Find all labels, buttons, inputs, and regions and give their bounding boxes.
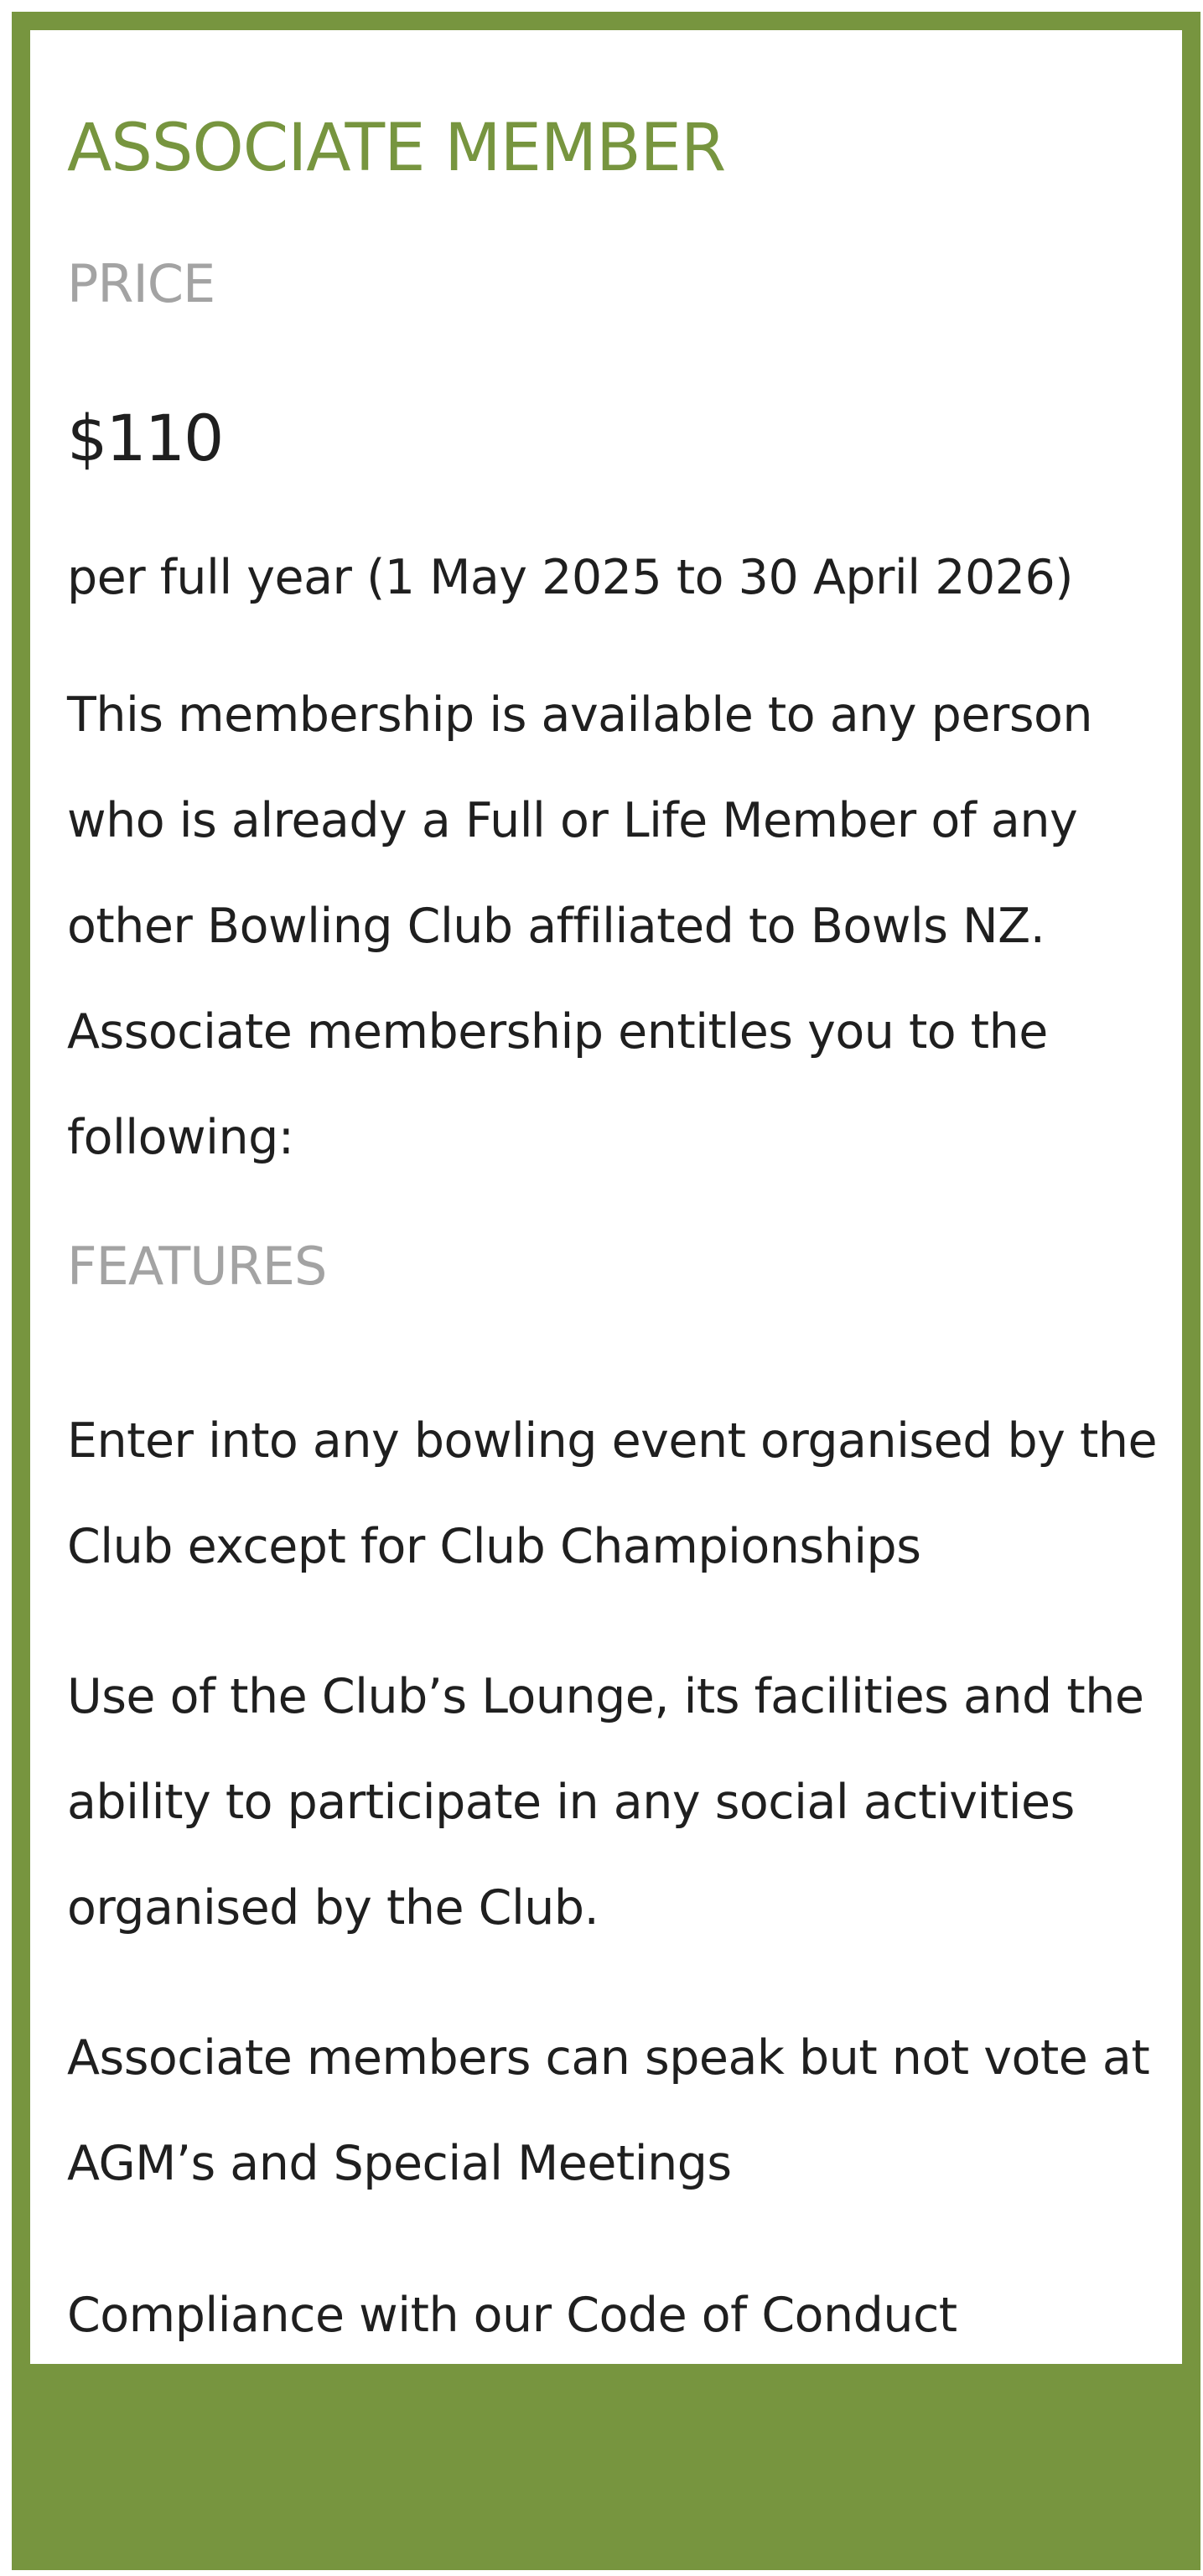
card-title: ASSOCIATE MEMBER	[67, 111, 726, 186]
card-footer-band	[30, 2364, 1182, 2552]
features-label: FEATURES	[67, 1236, 327, 1297]
membership-card	[12, 12, 1200, 2570]
feature-item: Associate members can speak but not vote at AGM’s and Special Meetings	[67, 2030, 1150, 2191]
feature-item: Enter into any bowling event organised by the Club except for Club Championships	[67, 1413, 1158, 1574]
feature-item: Compliance with our Code of Conduct	[67, 2288, 957, 2343]
feature-item: Use of the Club’s Lounge, its facilities and the ability to participate in any social activities organised by the Club.	[67, 1669, 1144, 1936]
membership-description: This membership is available to any person who is already a Full or Life Member of any other Bowling Club affiliated to Bowls NZ. Associate membership entitles you to the following:	[67, 687, 1093, 1165]
price-label: PRICE	[67, 253, 215, 314]
price-period: per full year (1 May 2025 to 30 April 2026)	[67, 550, 1074, 605]
price-value: $110	[67, 401, 223, 475]
